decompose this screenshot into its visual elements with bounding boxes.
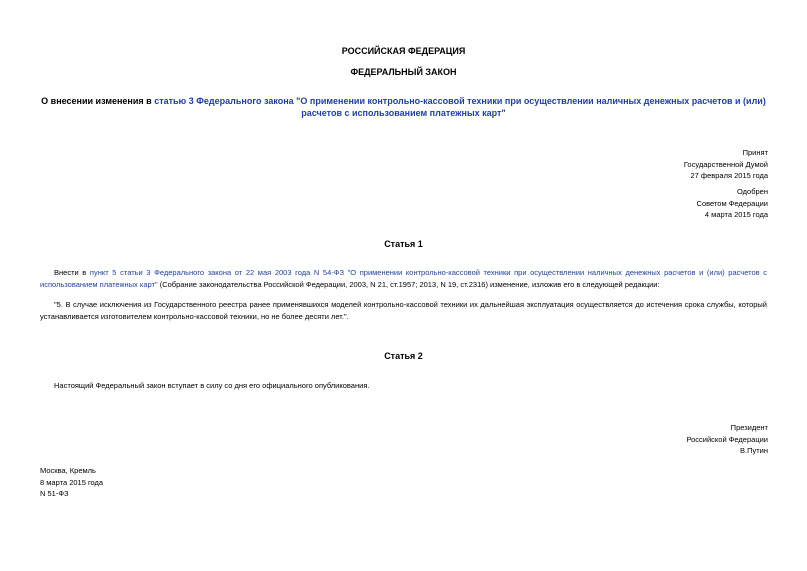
place-line3: N 51-ФЗ bbox=[40, 489, 69, 498]
place-date-block bbox=[40, 465, 103, 500]
title-prefix: О внесении изменения в bbox=[41, 96, 155, 106]
article1-paragraph2: "5. В случае исключения из Государственного реестра ранее применявшихся моделей контрольно-кассовой техники их дальнейшая эксплуатация осуществляется до истечения срока службы, который устанавливается изготовителем контрольно-кассовой техники, но не более десяти лет.". bbox=[40, 300, 767, 321]
article2-paragraph1: Настоящий Федеральный закон вступает в силу со дня его официального опубликования. bbox=[54, 381, 370, 390]
title-link[interactable]: статью 3 Федерального закона "О применении контрольно-кассовой техники при осуществлении наличных денежных расчетов и (или) расчетов с использованием платежных карт" bbox=[154, 96, 766, 118]
adopted-line3: 27 февраля 2015 года bbox=[690, 171, 768, 180]
law-title bbox=[40, 95, 767, 119]
place-line1: Москва, Кремль bbox=[40, 466, 96, 475]
approved-line3: 4 марта 2015 года bbox=[704, 210, 768, 219]
signature-block bbox=[686, 422, 768, 457]
signature-line2: Российской Федерации bbox=[686, 434, 768, 444]
signature-line3: В.Путин bbox=[740, 446, 768, 455]
country-heading: РОССИЙСКАЯ ФЕДЕРАЦИЯ bbox=[341, 46, 466, 56]
signature-line1: Президент bbox=[730, 423, 768, 432]
adopted-line1: Принят bbox=[742, 148, 768, 157]
adopted-line2: Государственной Думой bbox=[683, 159, 768, 169]
article1-p1-prefix: Внести в bbox=[54, 268, 90, 277]
article2-heading: Статья 2 bbox=[384, 351, 423, 361]
place-line2: 8 марта 2015 года bbox=[40, 477, 104, 487]
approved-line2: Советом Федерации bbox=[696, 198, 768, 208]
approved-line1: Одобрен bbox=[737, 187, 768, 196]
article1-p1-suffix: (Собрание законодательства Российской Федерации, 2003, N 21, ст.1957; 2013, N 19, ст.2316) изменение, изложив его в следующей редакции: bbox=[157, 279, 660, 289]
approved-block bbox=[697, 186, 768, 221]
article1-p1-link[interactable]: пункт 5 статьи 3 Федерального закона от 22 мая 2003 года N 54-ФЗ "О применении контрольно-кассовой техники при осуществлении наличных денежных расчетов и (или) расчетов с использованием платежных карт" bbox=[40, 268, 768, 289]
article1-paragraph1 bbox=[40, 267, 767, 290]
article1-heading: Статья 1 bbox=[384, 239, 423, 249]
adopted-block bbox=[684, 147, 768, 182]
doc-type-heading: ФЕДЕРАЛЬНЫЙ ЗАКОН bbox=[350, 67, 457, 77]
